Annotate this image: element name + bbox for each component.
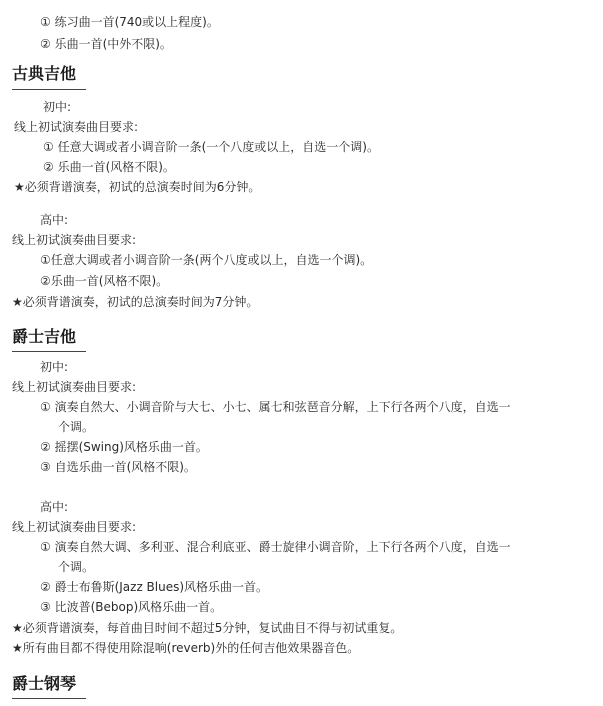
list-item: ① 演奏自然大调、多利亚、混合利底亚、爵士旋律小调音阶，上下行各两个八度，自选一 (40, 540, 511, 554)
level-junior: 初中: (43, 100, 72, 114)
note: ★所有曲目都不得使用除混响(reverb)外的任何吉他效果器音色。 (12, 641, 360, 655)
note: ★必须背谱演奏，初试的总演奏时间为6分钟。 (14, 180, 261, 194)
list-item: ② 爵士布鲁斯(Jazz Blues)风格乐曲一首。 (40, 580, 269, 594)
requirements-heading: 线上初试演奏曲目要求: (14, 120, 139, 134)
list-item: ② 摇摆(Swing)风格乐曲一首。 (40, 440, 208, 454)
level-junior: 初中: (40, 360, 69, 374)
item-piece: ② 乐曲一首(中外不限)。 (40, 37, 172, 51)
section-underline (12, 698, 86, 699)
list-item-continuation: 个调。 (58, 420, 95, 434)
section-title-jazz-piano: 爵士钢琴 (12, 674, 77, 693)
level-senior: 高中: (40, 213, 69, 227)
list-item-continuation: 个调。 (58, 560, 95, 574)
section-title-classical-guitar: 古典吉他 (12, 64, 77, 83)
list-item: ② 乐曲一首(风格不限)。 (43, 160, 175, 174)
section-underline (12, 351, 86, 352)
list-item: ③ 自选乐曲一首(风格不限)。 (40, 460, 196, 474)
requirements-heading: 线上初试演奏曲目要求: (12, 520, 137, 534)
list-item: ① 演奏自然大、小调音阶与大七、小七、属七和弦琶音分解，上下行各两个八度，自选一 (40, 400, 511, 414)
list-item: ③ 比波普(Bebop)风格乐曲一首。 (40, 600, 223, 614)
list-item: ①任意大调或者小调音阶一条(两个八度或以上，自选一个调)。 (40, 253, 373, 267)
section-title-jazz-guitar: 爵士吉他 (12, 327, 77, 346)
section-underline (12, 89, 86, 90)
requirements-heading: 线上初试演奏曲目要求: (12, 233, 137, 247)
requirements-heading: 线上初试演奏曲目要求: (12, 380, 137, 394)
note: ★必须背谱演奏，每首曲目时间不超过5分钟，复试曲目不得与初试重复。 (12, 621, 403, 635)
list-item: ① 任意大调或者小调音阶一条(一个八度或以上，自选一个调)。 (43, 140, 379, 154)
item-etude: ① 练习曲一首(740或以上程度)。 (40, 15, 219, 29)
note: ★必须背谱演奏，初试的总演奏时间为7分钟。 (12, 295, 259, 309)
list-item: ②乐曲一首(风格不限)。 (40, 274, 169, 288)
level-senior: 高中: (40, 500, 69, 514)
